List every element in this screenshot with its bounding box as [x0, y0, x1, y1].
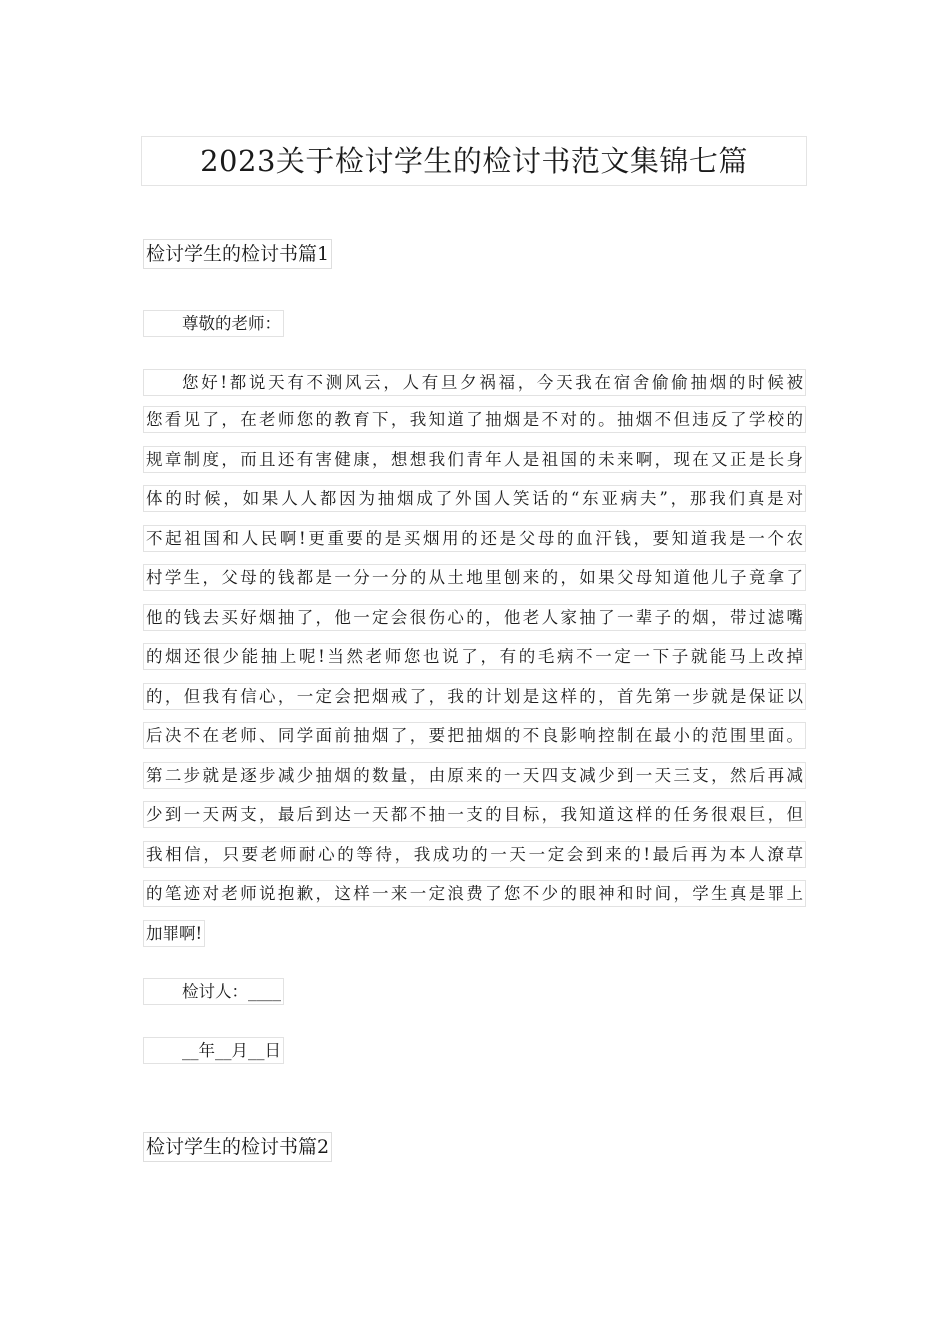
signature-line: 检讨人：____ — [143, 978, 284, 1005]
body-line: 村学生，父母的钱都是一分一分的从土地里刨来的，如果父母知道他儿子竟拿了 — [143, 564, 806, 591]
body-line: 体的时候，如果人人都因为抽烟成了外国人笑话的“东亚病夫”，那我们真是对 — [143, 485, 806, 512]
body-line: 少到一天两支，最后到达一天都不抽一支的目标，我知道这样的任务很艰巨，但 — [143, 801, 806, 828]
body-line: 他的钱去买好烟抽了，他一定会很伤心的，他老人家抽了一辈子的烟，带过滤嘴 — [143, 604, 806, 631]
body-line: 您看见了，在老师您的教育下，我知道了抽烟是不对的。抽烟不但违反了学校的 — [143, 406, 806, 433]
body-line: 加罪啊! — [143, 920, 205, 947]
body-line: 后决不在老师、同学面前抽烟了，要把抽烟的不良影响控制在最小的范围里面。 — [143, 722, 806, 749]
body-line: 规章制度，而且还有害健康，想想我们青年人是祖国的未来啊，现在又正是长身 — [143, 446, 806, 473]
body-line: 的笔迹对老师说抱歉，这样一来一定浪费了您不少的眼神和时间，学生真是罪上 — [143, 880, 806, 907]
body-line: 我相信，只要老师耐心的等待，我成功的一天一定会到来的!最后再为本人潦草 — [143, 841, 806, 868]
body-line: 您好!都说天有不测风云，人有旦夕祸福，今天我在宿舍偷偷抽烟的时候被 — [143, 369, 806, 396]
body-line: 第二步就是逐步减少抽烟的数量，由原来的一天四支减少到一天三支，然后再减 — [143, 762, 806, 789]
section-heading-1: 检讨学生的检讨书篇1 — [143, 239, 332, 269]
date-line: __年__月__日 — [143, 1037, 284, 1064]
page-title: 2023关于检讨学生的检讨书范文集锦七篇 — [141, 136, 807, 186]
body-line: 的，但我有信心，一定会把烟戒了，我的计划是这样的，首先第一步就是保证以 — [143, 683, 806, 710]
body-line: 不起祖国和人民啊!更重要的是买烟用的还是父母的血汗钱，要知道我是一个农 — [143, 525, 806, 552]
body-line: 的烟还很少能抽上呢!当然老师您也说了，有的毛病不一定一下子就能马上改掉 — [143, 643, 806, 670]
salutation: 尊敬的老师： — [143, 310, 284, 337]
section-heading-2: 检讨学生的检讨书篇2 — [143, 1132, 332, 1162]
